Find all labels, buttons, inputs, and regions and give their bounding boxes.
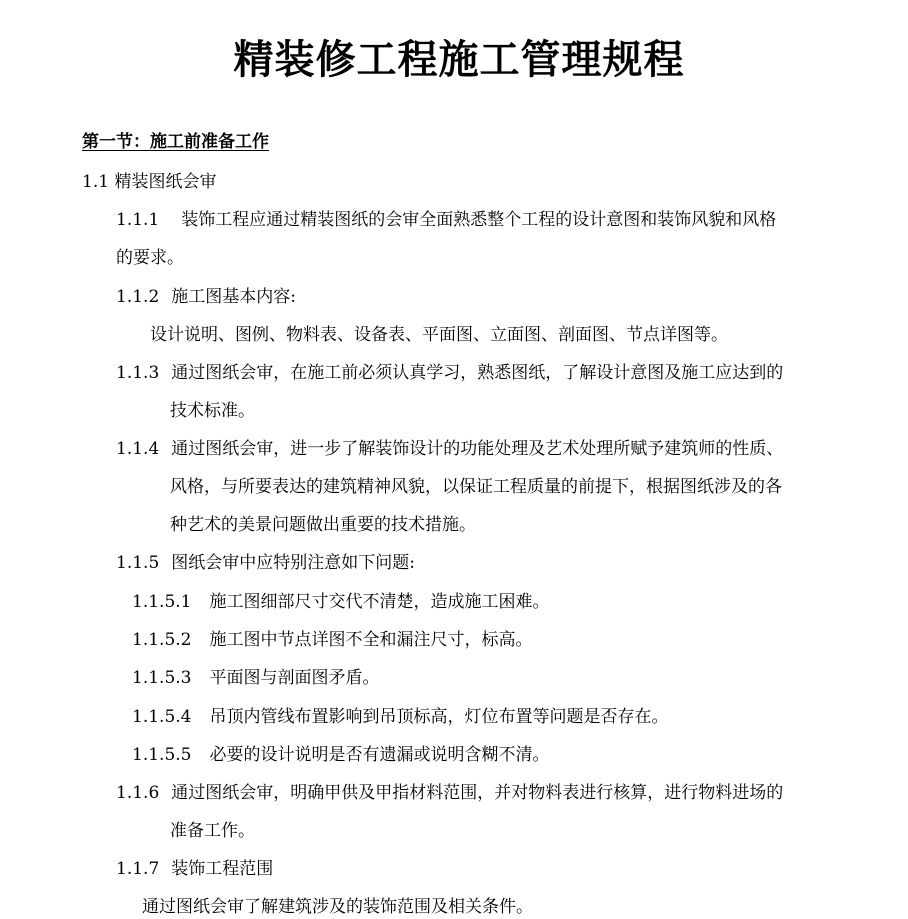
subsection-heading-1-1: 1.1 精装图纸会审 xyxy=(82,172,217,192)
item-text: 施工图基本内容: xyxy=(171,287,296,307)
item-number: 1.1.3 xyxy=(116,363,160,383)
item-1-1-3 xyxy=(116,361,783,385)
item-text: 施工图中节点详图不全和漏注尺寸，标高。 xyxy=(209,630,533,650)
item-number: 1.1.5.2 xyxy=(132,630,192,650)
item-text: 施工图细部尺寸交代不清楚，造成施工困难。 xyxy=(209,592,550,612)
item-1-1-2-content: 设计说明、图例、物料表、设备表、平面图、立面图、剖面图、节点详图等。 xyxy=(150,325,728,345)
item-1-1-7 xyxy=(116,857,273,881)
item-text: 平面图与剖面图矛盾。 xyxy=(209,668,380,688)
item-1-1-5-4 xyxy=(132,705,668,729)
item-number: 1.1.5 xyxy=(116,553,160,573)
item-number: 1.1.5.3 xyxy=(132,668,192,688)
item-1-1-5 xyxy=(116,551,415,575)
item-text: 通过图纸会审，在施工前必须认真学习，熟悉图纸，了解设计意图及施工应达到的 xyxy=(171,363,784,383)
item-number: 1.1.7 xyxy=(116,859,160,879)
item-text: 通过图纸会审，明确甲供及甲指材料范围，并对物料表进行核算，进行物料进场的 xyxy=(171,783,784,803)
item-number: 1.1.5.4 xyxy=(132,707,192,727)
item-1-1-1-continuation: 的要求。 xyxy=(116,248,184,268)
item-text: 通过图纸会审，进一步了解装饰设计的功能处理及艺术处理所赋予建筑师的性质、 xyxy=(171,439,784,459)
item-1-1-5-2 xyxy=(132,628,532,652)
item-1-1-2 xyxy=(116,285,296,309)
item-1-1-4-continuation-2: 种艺术的美景问题做出重要的技术措施。 xyxy=(170,515,476,535)
item-1-1-5-5 xyxy=(132,743,549,767)
item-1-1-5-1 xyxy=(132,590,549,614)
item-number: 1.1.4 xyxy=(116,439,160,459)
item-1-1-4-continuation-1: 风格，与所要表达的建筑精神风貌，以保证工程质量的前提下，根据图纸涉及的各 xyxy=(170,477,782,497)
item-1-1-1 xyxy=(116,208,776,232)
item-1-1-3-continuation: 技术标准。 xyxy=(170,401,255,421)
item-text: 必要的设计说明是否有遗漏或说明含糊不清。 xyxy=(209,745,550,765)
item-text: 吊顶内管线布置影响到吊顶标高，灯位布置等问题是否存在。 xyxy=(209,707,669,727)
item-text: 装饰工程应通过精装图纸的会审全面熟悉整个工程的设计意图和装饰风貌和风格 xyxy=(181,210,777,230)
item-number: 1.1.1 xyxy=(116,210,160,230)
document-title: 精装修工程施工管理规程 xyxy=(233,37,685,83)
item-text: 装饰工程范围 xyxy=(171,859,274,879)
item-number: 1.1.5.5 xyxy=(132,745,192,765)
item-1-1-6 xyxy=(116,781,783,805)
item-text: 图纸会审中应特别注意如下问题: xyxy=(171,553,415,573)
item-1-1-6-continuation: 准备工作。 xyxy=(170,821,255,841)
item-number: 1.1.5.1 xyxy=(132,592,192,612)
item-1-1-5-3 xyxy=(132,666,379,690)
section-heading: 第一节：施工前准备工作 xyxy=(82,132,269,152)
item-number: 1.1.6 xyxy=(116,783,160,803)
item-1-1-7-content: 通过图纸会审了解建筑涉及的装饰范围及相关条件。 xyxy=(142,897,533,917)
item-1-1-4 xyxy=(116,437,783,461)
item-number: 1.1.2 xyxy=(116,287,160,307)
